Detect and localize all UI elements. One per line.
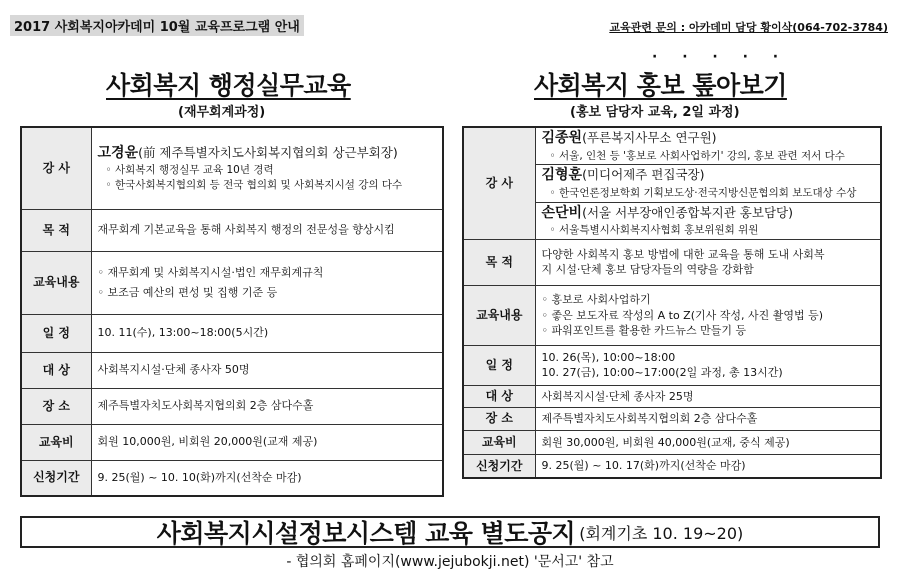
place-value: 제주특별자치도사회복지협의회 2층 삼다수홀 [535,407,881,430]
instructor-title: (푸른복지사무소 연구원) [582,130,717,145]
table-row [463,454,881,478]
place-value: 제주특별자치도사회복지협의회 2층 삼다수홀 [91,388,443,424]
deadline-value: 9. 25(월) ~ 10. 17(화)까지(선착순 마감) [535,454,881,478]
table-row [21,424,443,460]
table-row [21,352,443,388]
instructor [536,165,881,202]
label-instructor: 강 사 [463,127,535,239]
label-content: 교육내용 [21,251,91,314]
right-program-table [462,126,882,479]
fee-value: 회원 30,000원, 비회원 40,000원(교재, 중식 제공) [535,430,881,454]
label-instructor: 강 사 [21,127,91,209]
content-item: ◦ 홍보로 사회사업하기 [541,293,651,307]
label-place: 장 소 [463,407,535,430]
table-row [463,430,881,454]
notice-sub: (회계기초 10. 19~20) [579,523,744,543]
right-program-subtitle: (홍보 담당자 교육, 2일 과정) [570,105,740,120]
instructor-bullet: ◦ 한국사회복지협의회 등 전국 협의회 및 사회복지시설 강의 다수 [105,179,403,192]
instructor-title: (서울 서부장애인종합복지관 홍보담당) [582,204,793,220]
instructor-bullet: ◦ 서울, 인천 등 '홍보로 사회사업하기' 강의, 홍보 관련 저서 다수 [549,149,845,162]
content-item: ◦ 좋은 보도자료 작성의 A to Z(기사 작성, 사진 촬영법 등) [541,308,824,322]
label-place: 장 소 [21,388,91,424]
table-row [463,345,881,385]
content-cell [91,251,443,314]
purpose-value: 재무회계 기본교육을 통해 사회복지 행정의 전문성을 향상시킴 [91,209,443,251]
instructor-bullet: ◦ 사회복지 행정실무 교육 10년 경력 [105,164,274,177]
schedule-line: 10. 27(금), 10:00~17:00(2일 과정, 총 13시간) [541,366,783,380]
schedule-cell [535,345,881,385]
instructor-name: 손단비 [541,204,583,221]
instructor-title: (前 제주특별자치도사회복지협의회 상근부회장) [138,144,398,160]
purpose-cell [535,239,881,285]
content-cell [535,285,881,345]
instructor-name: 고경윤 [97,144,139,161]
table-row [21,251,443,314]
label-target: 대 상 [463,385,535,407]
instructor-cell [535,127,881,239]
target-value: 사회복지시설·단체 종사자 25명 [535,385,881,407]
instructor-bullet: ◦ 한국언론정보학회 기획보도상·전국지방신문협의회 보도대상 수상 [549,186,857,199]
table-row [21,388,443,424]
content-item: ◦ 보조금 예산의 편성 및 집행 기준 등 [97,285,278,299]
purpose-line: 지 시설·단체 홍보 담당자들의 역량을 강화함 [541,263,754,277]
emphasis-dots: · · · · · [652,49,789,65]
label-deadline: 신청기간 [21,460,91,496]
instructor-cell [91,127,443,209]
table-row [463,385,881,407]
label-fee: 교육비 [21,424,91,460]
contact-info: 교육관련 문의 : 아카데미 담당 황이삭(064-702-3784) [609,21,888,34]
header-title: 2017 사회복지아카데미 10월 교육프로그램 안내 [10,15,304,36]
left-program-title: 사회복지 행정실무교육 [106,71,351,100]
content-item: ◦ 재무회계 및 사회복지시설·법인 재무회계규칙 [97,266,324,280]
content-item: ◦ 파워포인트를 활용한 카드뉴스 만들기 등 [541,324,747,338]
schedule-line: 10. 26(목), 10:00~18:00 [541,350,676,364]
label-target: 대 상 [21,352,91,388]
purpose-line: 다양한 사회복지 홍보 방법에 대한 교육을 통해 도내 사회복 [541,247,825,261]
instructor-bullet: ◦ 서울특별시사회복지사협회 홍보위원회 위원 [549,224,759,237]
label-deadline: 신청기간 [463,454,535,478]
label-schedule: 일 정 [463,345,535,385]
label-purpose: 목 적 [463,239,535,285]
notice-box [20,516,880,548]
schedule-value: 10. 11(수), 13:00~18:00(5시간) [91,314,443,352]
notice-reference: - 협의회 홈페이지(www.jejubokji.net) '문서고' 참고 [286,554,614,570]
notice-main: 사회복지시설정보시스템 교육 별도공지 [156,519,576,548]
instructor [98,144,437,164]
instructor [536,203,881,239]
deadline-value: 9. 25(월) ~ 10. 10(화)까지(선착순 마감) [91,460,443,496]
right-program-title: 사회복지 홍보 톺아보기 [534,71,787,100]
instructor-name: 김형훈 [541,167,583,184]
label-schedule: 일 정 [21,314,91,352]
label-content: 교육내용 [463,285,535,345]
table-row [463,239,881,285]
table-row [21,209,443,251]
left-program-subtitle: (재무회계과정) [178,105,266,120]
table-row [463,285,881,345]
table-row [463,407,881,430]
table-row [463,127,881,239]
fee-value: 회원 10,000원, 비회원 20,000원(교재 제공) [91,424,443,460]
table-row [21,314,443,352]
target-value: 사회복지시설·단체 종사자 50명 [91,352,443,388]
instructor-title: (미디어제주 편집국장) [582,167,705,183]
label-fee: 교육비 [463,430,535,454]
table-row [21,460,443,496]
left-program-table [20,126,444,497]
instructor-name: 김종원 [541,130,583,146]
instructor [536,128,881,165]
label-purpose: 목 적 [21,209,91,251]
table-row [21,127,443,209]
